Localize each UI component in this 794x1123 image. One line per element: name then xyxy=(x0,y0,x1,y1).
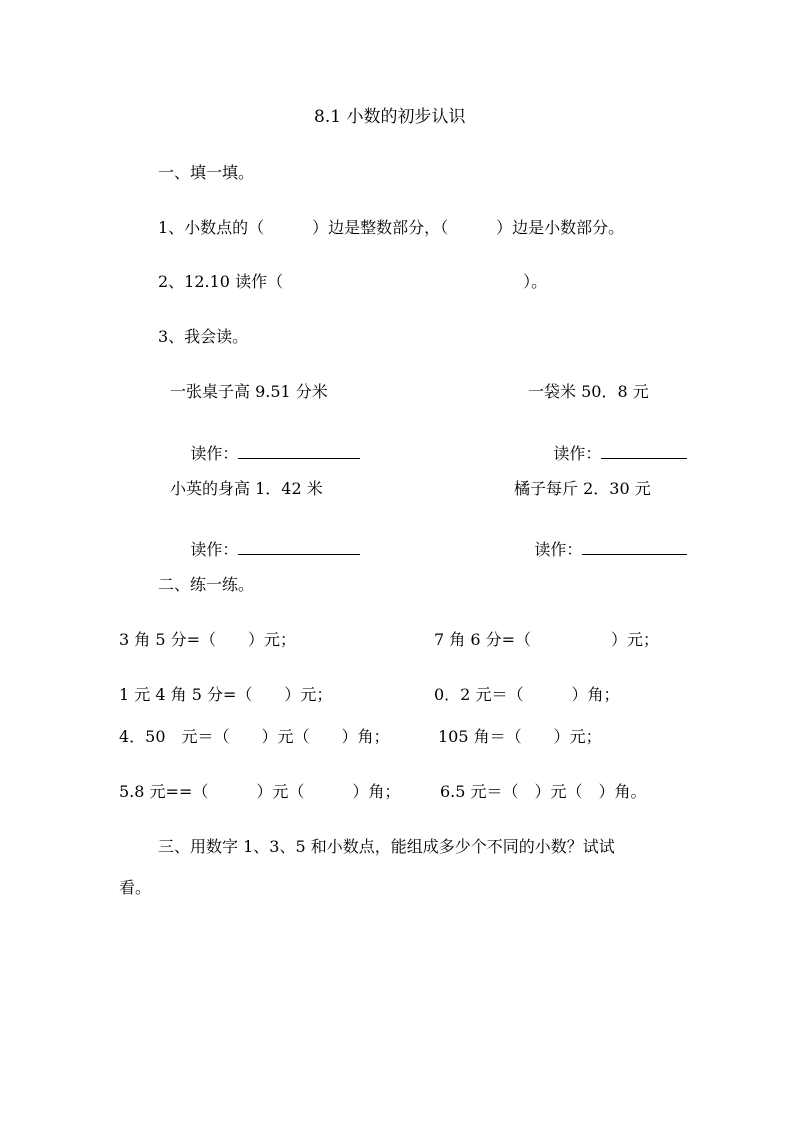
section-2-heading: 二、练一练。 xyxy=(158,575,255,594)
exercise-left: 3 角 5 分=（ ）元； xyxy=(119,630,297,649)
exercise-right: 7 角 6 分=（ ）元； xyxy=(434,630,660,649)
read-item-text: 小英的身高 1．42 米 xyxy=(170,479,323,498)
exercise-left: 4．50 元＝（ ）元（ ）角； xyxy=(119,727,390,746)
read-answer-row xyxy=(170,520,360,559)
read-answer-label: 读作： xyxy=(534,540,583,559)
answer-blank[interactable] xyxy=(582,540,687,555)
section-1-heading: 一、填一填。 xyxy=(158,163,255,182)
section-3-question-cont: 看。 xyxy=(119,878,152,897)
question-3-heading: 3、我会读。 xyxy=(158,327,249,346)
read-item-text: 一张桌子高 9.51 分米 xyxy=(170,382,328,401)
exercise-left: 1 元 4 角 5 分=（ ）元； xyxy=(119,685,333,704)
read-item-text: 橘子每斤 2．30 元 xyxy=(514,479,651,498)
exercise-left: 5.8 元==（ ）元（ ）角； xyxy=(119,782,401,801)
read-answer-label: 读作： xyxy=(190,540,239,559)
read-answer-row xyxy=(170,424,360,463)
answer-blank[interactable] xyxy=(238,444,360,459)
exercise-right: 0．2 元＝（ ）角； xyxy=(434,685,620,704)
question-1: 1、小数点的（ ）边是整数部分，（ ）边是小数部分。 xyxy=(158,218,625,237)
question-2: 2、12.10 读作（ ）。 xyxy=(158,272,548,291)
read-answer-row xyxy=(514,520,687,559)
page-title: 8.1 小数的初步认识 xyxy=(314,107,466,127)
section-3-question: 三、用数字 1、3、5 和小数点，能组成多少个不同的小数？试试 xyxy=(158,837,615,856)
exercise-right: 105 角＝（ ）元； xyxy=(438,727,602,746)
read-answer-label: 读作： xyxy=(190,444,239,463)
read-answer-label: 读作： xyxy=(553,444,602,463)
answer-blank[interactable] xyxy=(238,540,360,555)
exercise-right: 6.5 元＝（ ）元（ ）角。 xyxy=(440,782,647,801)
read-answer-row xyxy=(533,424,687,463)
read-item-text: 一袋米 50．8 元 xyxy=(528,382,649,401)
answer-blank[interactable] xyxy=(601,444,687,459)
